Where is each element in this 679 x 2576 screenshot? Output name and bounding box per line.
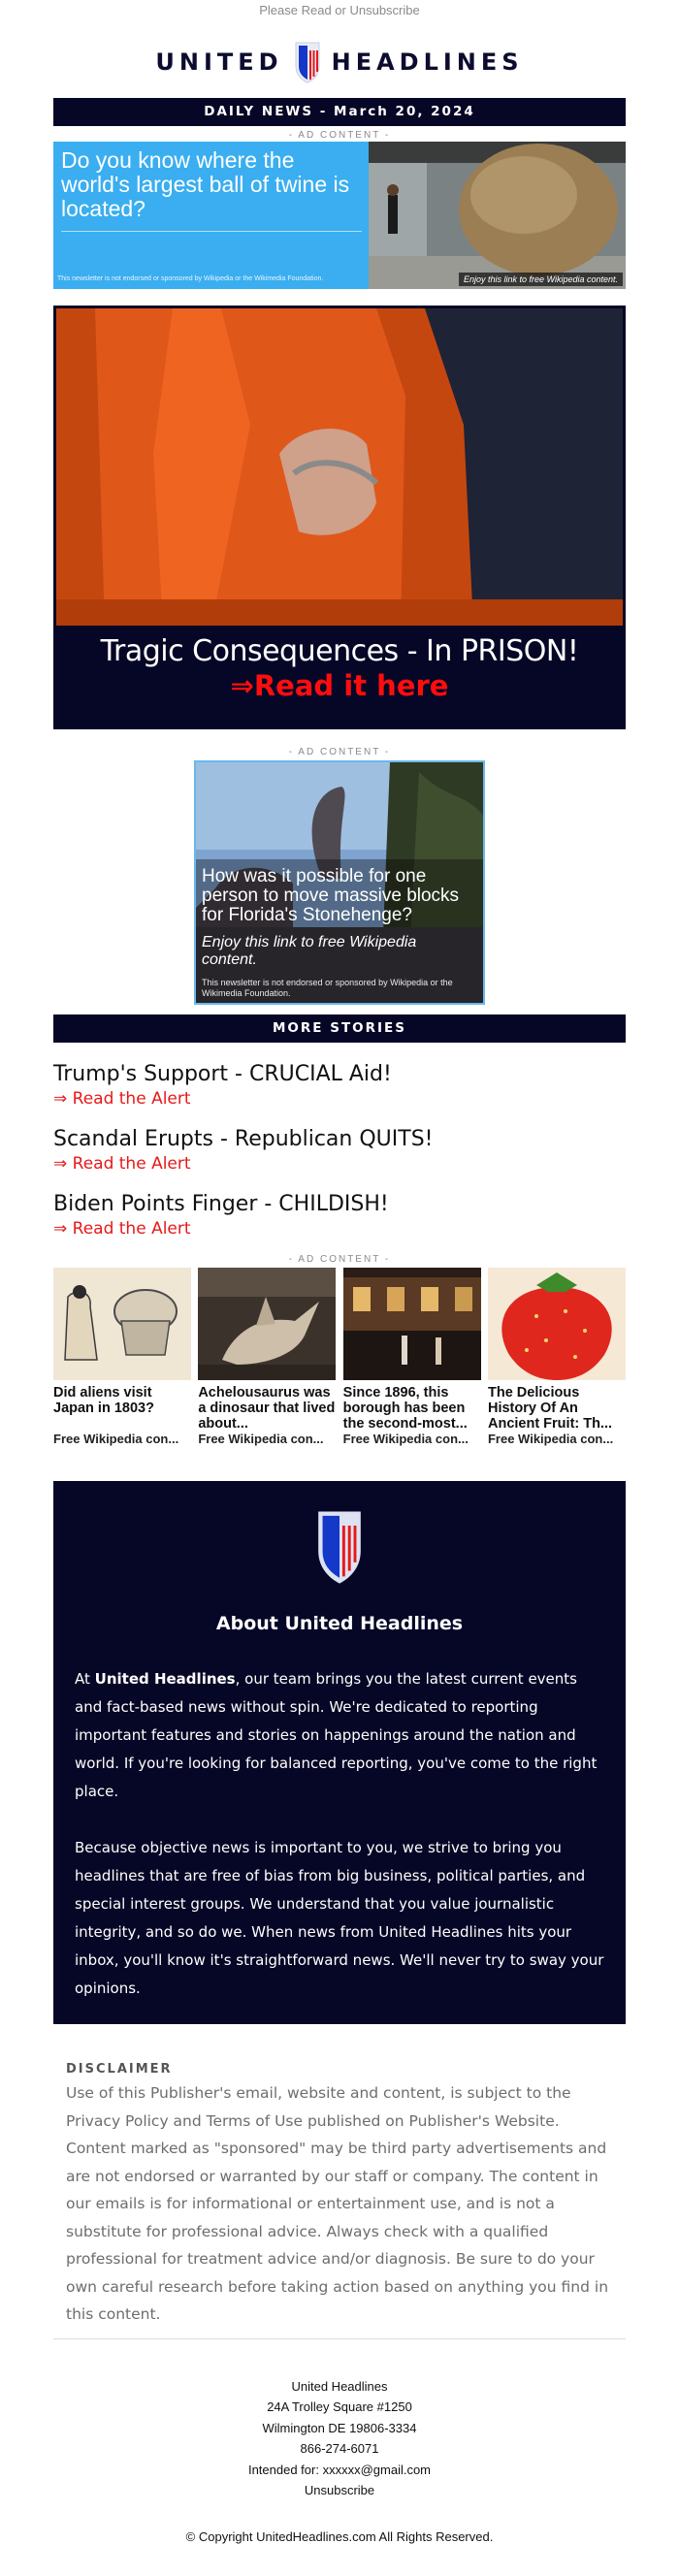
story-title[interactable]: Scandal Erupts - Republican QUITS! <box>53 1127 434 1151</box>
disclaimer-title: DISCLAIMER <box>66 2062 173 2077</box>
about-paragraph: Because objective news is important to you, we strive to bring you headlines that are free of bias from big business, political parties, and special interest groups. We understand that you value journalistic integrity, and so do we. When news from United Headlines hits your inbox, you'll know it's straightforward news. We'll never try to sway your opinions. <box>75 1839 604 1997</box>
thumbnail-title: The Delicious History Of An Ancient Fruit: Th... <box>487 1385 613 1432</box>
about-paragraph: At United Headlines, our team brings you the latest current events and fact-based news without spin. We're dedicated to reporting important features and stories on happenings around the nation and world. If you're looking for balanced reporting, you've come to the right place. <box>75 1670 598 1800</box>
hero-photo <box>56 308 623 626</box>
footer-intended: Intended for: xxxxxx@gmail.com <box>247 2462 432 2477</box>
about-heading: About United Headlines <box>215 1613 464 1634</box>
ad-label: - AD CONTENT - <box>288 1254 391 1265</box>
story-item[interactable] <box>53 1060 626 1110</box>
footer-address <box>53 2376 626 2501</box>
footer-company: United Headlines <box>291 2378 388 2394</box>
preheader-link[interactable]: Please Read or Unsubscribe <box>259 3 420 17</box>
disclaimer-body: Use of this Publisher's email, website and content, is subject to the Privacy Policy and Terms of Use published on Publisher's Website. Content marked as "sponsored" may be third party advertisements and are not endorsed or warranted by our staff or company. The content in our emails is for informational or entertainment use, and is not a substitute for professional advice. Always check with a qualified professional for treatment advice and/or diagnosis. Be sure to do your own careful research before taking action based on anything you find in this content. <box>66 2084 609 2323</box>
ad-label: - AD CONTENT - <box>288 130 391 141</box>
ad-caption: Enjoy this link to free Wikipedia content. <box>459 273 623 286</box>
footer-phone: 866-274-6071 <box>300 2441 379 2456</box>
thumbnail-source: Free Wikipedia con... <box>342 1432 469 1446</box>
borough-street-image <box>343 1268 481 1380</box>
strawberry-image <box>488 1268 626 1380</box>
story-read-link[interactable]: ⇒ Read the Alert <box>53 1219 191 1239</box>
thumbnail-card[interactable] <box>343 1268 481 1447</box>
story-read-link[interactable]: ⇒ Read the Alert <box>53 1154 191 1174</box>
shield-logo-icon <box>307 1481 372 1588</box>
ad-headline: Do you know where the world's largest ball of twine is located? <box>61 147 350 221</box>
story-title[interactable]: Trump's Support - CRUCIAL Aid! <box>53 1062 392 1086</box>
brand-name: United Headlines <box>94 1670 236 1688</box>
more-stories-bar: MORE STORIES <box>53 1014 626 1043</box>
thumbnail-card[interactable] <box>53 1268 191 1447</box>
thumbnail-card[interactable] <box>198 1268 336 1447</box>
logo-word-right: HEADLINES <box>331 48 524 76</box>
story-item[interactable] <box>53 1125 626 1175</box>
thumbnail-source: Free Wikipedia con... <box>53 1432 179 1446</box>
thumbnail-source: Free Wikipedia con... <box>487 1432 614 1446</box>
hero-prison-story[interactable] <box>53 306 626 729</box>
stonehenge-ad[interactable] <box>194 760 485 1005</box>
ad-disclaimer: This newsletter is not endorsed or sponsored by Wikipedia or the Wikimedia Foundation. <box>202 978 453 998</box>
ad-label: - AD CONTENT - <box>288 747 391 757</box>
ad-question: How was it possible for one person to move massive blocks for Florida's Stonehenge? <box>202 866 460 925</box>
thumbnail-title: Achelousaurus was a dinosaur that lived about... <box>198 1385 336 1432</box>
story-read-link[interactable]: ⇒ Read the Alert <box>53 1089 191 1109</box>
story-item[interactable] <box>53 1190 626 1240</box>
footer-city: Wilmington DE 19806-3334 <box>262 2420 417 2435</box>
unsubscribe-link[interactable]: Unsubscribe <box>304 2483 375 2497</box>
copyright: © Copyright UnitedHeadlines.com All Rights Reserved. <box>185 2528 494 2544</box>
logo-word-left: UNITED <box>155 48 283 76</box>
hero-title: Tragic Consequences - In PRISON! <box>100 634 579 668</box>
thumbnail-card[interactable] <box>488 1268 626 1447</box>
ad-divider <box>61 231 362 232</box>
date-bar: DAILY NEWS - March 20, 2024 <box>53 98 626 126</box>
brand-logo[interactable] <box>0 37 679 87</box>
twine-ball-photo <box>369 142 626 289</box>
twine-ad[interactable] <box>53 142 626 289</box>
ad-disclaimer: This newsletter is not endorsed or sponsored by Wikipedia or the Wikimedia Foundation. <box>57 275 324 282</box>
thumbnail-title: Did aliens visit Japan in 1803? <box>53 1385 154 1416</box>
about-section <box>53 1481 626 2024</box>
dinosaur-skull-image <box>198 1268 336 1380</box>
hero-read-link[interactable]: ⇒Read it here <box>230 669 449 702</box>
sponsored-thumbnails <box>53 1268 626 1447</box>
footer-street: 24A Trolley Square #1250 <box>267 2399 412 2414</box>
ad-enjoy-link[interactable]: Enjoy this link to free Wikipedia content. <box>202 934 417 968</box>
story-title[interactable]: Biden Points Finger - CHILDISH! <box>53 1192 389 1216</box>
divider <box>53 2338 626 2339</box>
thumbnail-title: Since 1896, this borough has been the second-most... <box>342 1385 468 1432</box>
aliens-japan-image <box>53 1268 191 1380</box>
story-list <box>53 1060 626 1240</box>
shield-logo-icon <box>293 41 322 83</box>
thumbnail-source: Free Wikipedia con... <box>198 1432 324 1446</box>
